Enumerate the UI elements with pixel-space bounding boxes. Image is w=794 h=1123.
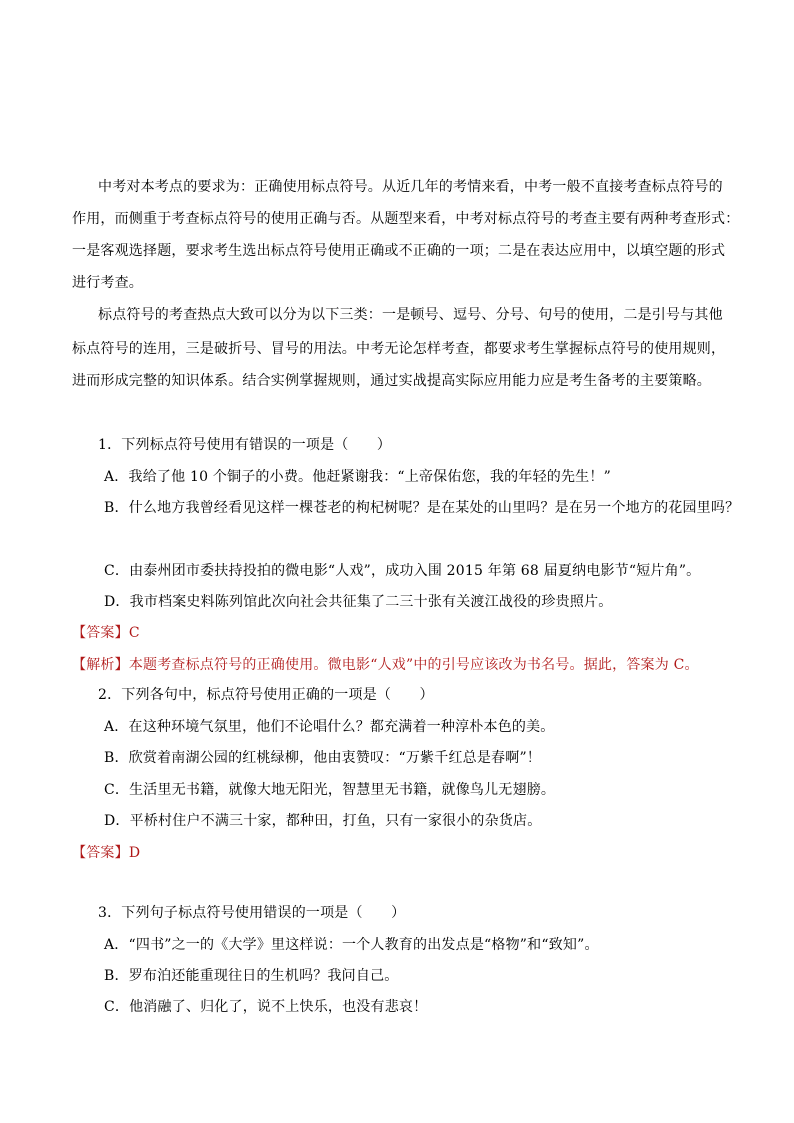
q2-answer-label: 【答案】 — [72, 845, 129, 861]
intro-p1-line-3: 一是客观选择题，要求考生选出标点符号使用正确或不正确的一项；二是在表达应用中，以填空题的形式 — [72, 243, 726, 259]
q1-option-b: B．什么地方我曾经看见这样一棵苍老的枸杞树呢？是在某处的山里吗？是在另一个地方的花园里吗？ — [104, 500, 740, 516]
q1-analysis — [72, 656, 699, 674]
q2-option-b: B．欣赏着南湖公园的红桃绿柳，他由衷赞叹：“万紫千红总是春啊”！ — [104, 750, 542, 766]
intro-p2-line-1: 标点符号的考查热点大致可以分为以下三类：一是顿号、逗号、分号、句号的使用，二是引号与其他 — [98, 307, 723, 323]
q1-option-a: A．我给了他 10 个铜子的小费。他赶紧谢我：“上帝保佑您，我的年轻的先生！” — [104, 469, 611, 485]
q3-option-a: A．“四书”之一的《大学》里这样说：一个人教育的出发点是“格物”和“致知”。 — [104, 937, 599, 953]
q1-analysis-label: 【解析】 — [72, 657, 129, 673]
q2-stem: 2．下列各句中，标点符号使用正确的一项是（ ） — [98, 687, 434, 703]
q2-option-c: C．生活里无书籍，就像大地无阳光，智慧里无书籍，就像鸟儿无翅膀。 — [104, 782, 556, 798]
q1-answer — [72, 624, 140, 642]
q2-answer — [72, 844, 140, 862]
q2-answer-value: D — [128, 845, 141, 861]
q1-option-d: D．我市档案史料陈列馆此次向社会共征集了二三十张有关渡江战役的珍贵照片。 — [104, 594, 613, 610]
q1-option-c: C．由泰州团市委扶持投拍的微电影“人戏”，成功入围 2015 年第 68 届夏纳电影节“短片角”。 — [104, 563, 701, 579]
q1-answer-label: 【答案】 — [72, 625, 129, 641]
intro-p1-line-2: 作用，而侧重于考查标点符号的使用正确与否。从题型来看，中考对标点符号的考查主要有两种考查形式： — [72, 211, 740, 227]
q1-analysis-text: 本题考查标点符号的正确使用。微电影“人戏”中的引号应该改为书名号。据此，答案为 C。 — [128, 657, 699, 673]
intro-p1-line-4: 进行考查。 — [72, 275, 143, 291]
intro-p1-line-1: 中考对本考点的要求为：正确使用标点符号。从近几年的考情来看，中考一般不直接考查标点符号的 — [98, 179, 723, 195]
q3-stem: 3．下列句子标点符号使用错误的一项是（ ） — [98, 905, 406, 921]
q3-option-c: C．他消融了、归化了，说不上快乐，也没有悲哀！ — [104, 999, 428, 1015]
intro-p2-line-2: 标点符号的连用，三是破折号、冒号的用法。中考无论怎样考查，都要求考生掌握标点符号的使用规则， — [72, 341, 726, 357]
intro-p2-line-3: 进而形成完整的知识体系。结合实例掌握规则，通过实战提高实际应用能力应是考生备考的主要策略。 — [72, 373, 711, 389]
q1-answer-value: C — [128, 625, 140, 641]
q1-stem: 1．下列标点符号使用有错误的一项是（ ） — [98, 437, 392, 453]
q2-option-a: A．在这种环境气氛里，他们不论唱什么？都充满着一种淳朴本色的美。 — [104, 719, 555, 735]
q2-option-d: D．平桥村住户不满三十家，都种田，打鱼，只有一家很小的杂货店。 — [104, 813, 542, 829]
q3-option-b: B．罗布泊还能重现往日的生机吗？我问自己。 — [104, 968, 399, 984]
